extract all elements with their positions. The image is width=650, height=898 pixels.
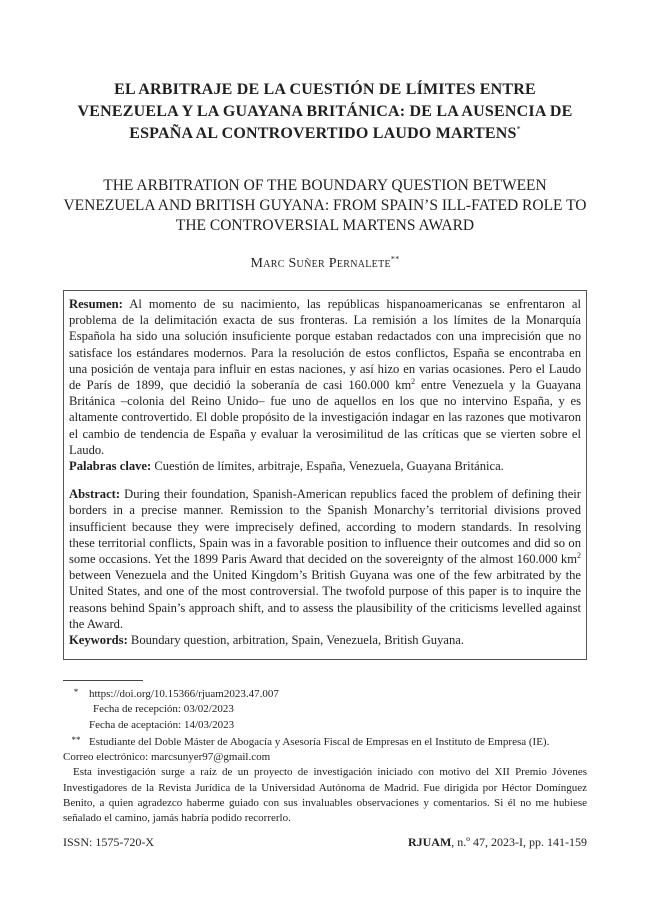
- spanish-title: [40, 79, 610, 145]
- journal-citation: [408, 834, 587, 850]
- author-affiliation: Estudiante del Doble Máster de Abogacía y Asesoría Fiscal de Empresas en el Instituto de Empresa (IE).: [89, 735, 550, 748]
- keywords-label: Keywords:: [69, 633, 128, 648]
- resumen-text: Al momento de su nacimiento, las repúblicas hispanoamericanas se enfrentaron al problema de la delimitación exacta de sus fronteras. La remisión a los límites de la Monarquía Española ha sido una solución insuficiente porque estaban redactados con una imprecisión que no satisface los estándares modernos. Para la resolución de estos conflictos, España se encontraba en una posición de ventaja para influir en estas naciones, y así hizo en varias ocasiones. Pero el Laudo de París de 1899, que decidió la soberanía de casi 160.000 km: [69, 297, 581, 393]
- author-footnote-mark: **: [390, 254, 400, 264]
- footnote-author-line: [63, 733, 587, 750]
- resumen-text-continued: entre Venezuela y la Guayana Británica –colonia del Reino Unido– fue uno de aquellos en los que no intervino España, y es altamente controvertido. El doble propósito de la investigación indagar en las razones que motivaron el cambio de tendencia de España y evaluar la verosimilitud de las críticas que se vierten sobre el Laudo.: [69, 378, 581, 457]
- footnote-mark-2: **: [71, 734, 81, 745]
- accepted-date: Fecha de aceptación: 14/03/2023: [89, 718, 235, 731]
- author-name: Marc Suñer Pernalete: [250, 256, 391, 271]
- keywords-paragraph: [69, 632, 581, 648]
- spanish-title-text: ESPAÑA AL CONTROVERTIDO LAUDO MARTENS: [129, 125, 517, 142]
- abstract-text: During their foundation, Spanish-American republics faced the problem of defining their borders in a precise manner. Remission to the Spanish Monarchy’s territorial divisions proved insufficient because they were imprecisely defined, according to modern standards. In resolving these territorial conflicts, Spain was in a favorable position to influence their outcomes and did so on some occasions. Yet the 1899 Paris Award that decided on the sovereignty of the almost 160.000 km: [69, 487, 581, 567]
- journal-name: RJUAM: [407, 835, 452, 849]
- issue-pages: , n.º 47, 2023-I, pp. 141-159: [451, 835, 587, 849]
- resumen-superscript: 2: [411, 376, 416, 386]
- acknowledgement-paragraph: Esta investigación surge a raíz de un proyecto de investigación iniciado con motivo del XII Premio Jóvenes Investigadores de la Revista Jurídica de la Universidad Autónoma de Madrid. Fue dirigida por Héctor Domínguez Benito, a quien agradezco haberme guiado con sus invaluables observaciones y comentarios. Si él no me hubiese señalado el camino, jamás habría podido recorrerlo.: [63, 766, 587, 825]
- abstract-paragraph: [69, 486, 581, 632]
- author-email: Correo electrónico: marcsunyer97@gmail.com: [63, 751, 271, 764]
- footnotes: [63, 685, 587, 827]
- abstract-box: [63, 290, 587, 660]
- abstract-label: Abstract:: [69, 487, 121, 502]
- resumen-paragraph: [69, 296, 581, 458]
- abstract-text-continued: between Venezuela and the United Kingdom’s British Guyana was one of the few arbitrated by the United States, and one of the most controversial. The twofold purpose of this paper is to inquire the reasons behind Spain’s approach shift, and to assess the plausibility of the criticisms levelled against the Award.: [69, 568, 581, 631]
- palabras-clave-text: Cuestión de límites, arbitraje, España, Venezuela, Guayana Británica.: [154, 459, 504, 474]
- english-title: [40, 176, 610, 236]
- author-line: [40, 256, 610, 272]
- english-title-line: VENEZUELA AND BRITISH GUYANA: FROM SPAIN’S ILL-FATED ROLE TO: [63, 197, 587, 214]
- spanish-title-line: EL ARBITRAJE DE LA CUESTIÓN DE LÍMITES ENTRE: [114, 81, 536, 98]
- doi-link[interactable]: https://doi.org/10.15366/rjuam2023.47.007: [89, 688, 279, 700]
- spanish-title-line: [40, 123, 610, 145]
- palabras-clave-paragraph: [69, 458, 581, 474]
- footnote-doi-line: [63, 685, 587, 702]
- received-date: Fecha de recepción: 03/02/2023: [93, 703, 234, 716]
- resumen-label: Resumen:: [69, 297, 123, 311]
- palabras-clave-label: Palabras clave:: [69, 459, 152, 474]
- footnote-divider: [63, 680, 143, 681]
- english-title-line: THE CONTROVERSIAL MARTENS AWARD: [175, 217, 475, 234]
- issn: ISSN: 1575-720-X: [63, 835, 155, 849]
- abstract-superscript: 2: [577, 550, 581, 560]
- title-footnote-mark: *: [516, 124, 521, 134]
- footnote-mark-1: *: [73, 687, 79, 697]
- keywords-text: Boundary question, arbitration, Spain, Venezuela, British Guyana.: [130, 633, 465, 648]
- english-title-line: THE ARBITRATION OF THE BOUNDARY QUESTION BETWEEN: [103, 177, 547, 194]
- spanish-title-line: VENEZUELA Y LA GUAYANA BRITÁNICA: DE LA AUSENCIA DE: [77, 103, 573, 120]
